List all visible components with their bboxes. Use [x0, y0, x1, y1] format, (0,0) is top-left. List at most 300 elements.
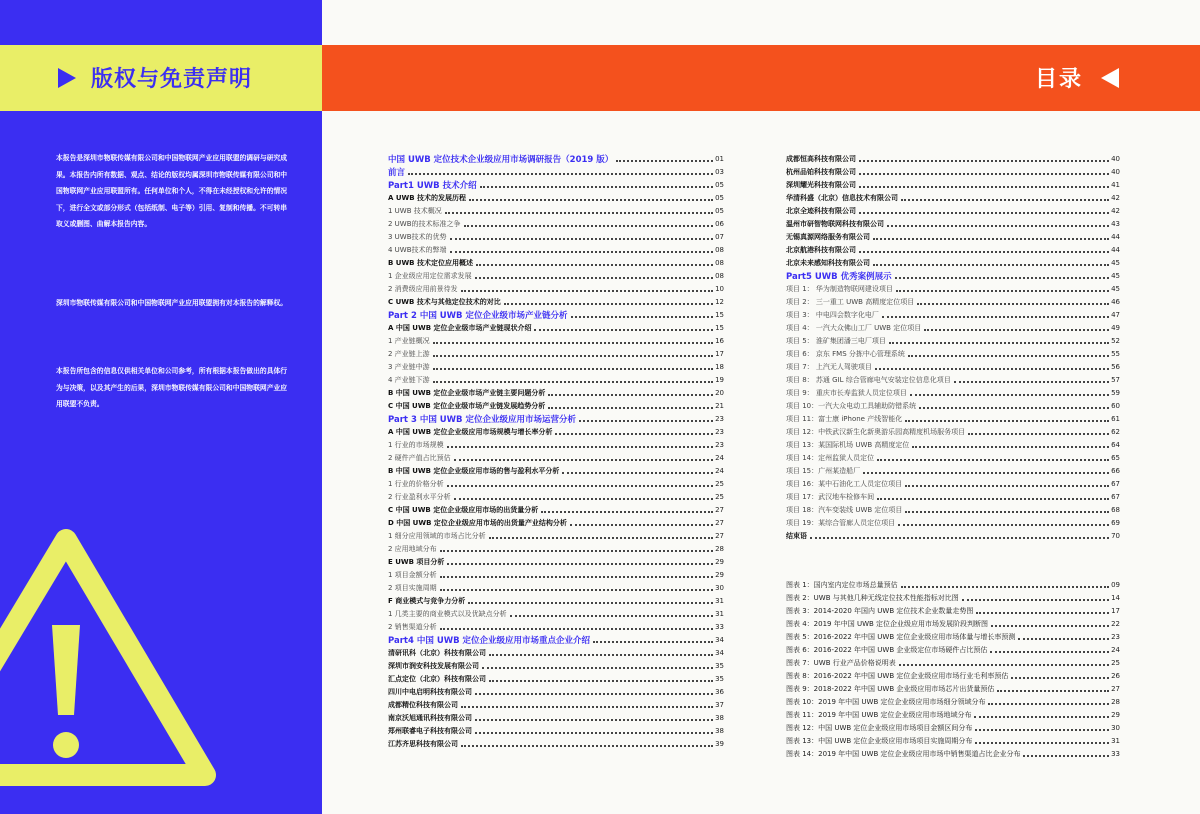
- figure-list-item[interactable]: [786, 695, 1120, 708]
- toc-leader-dots: [440, 576, 713, 578]
- toc-entry-label: 项目 9： 重庆市长寿监狱人员定位项目: [786, 388, 907, 397]
- toc-page-number: 70: [1111, 531, 1120, 540]
- toc-page-number: 67: [1111, 479, 1120, 488]
- toc-entry-label: 图表 3：2014-2020 年国内 UWB 定位技术企业数量走势图: [786, 606, 974, 615]
- toc-entry-label: E UWB 项目分析: [388, 557, 445, 566]
- toc-entry-label: 华清科盛（北京）信息技术有限公司: [786, 193, 898, 202]
- toc-entry[interactable]: [786, 230, 1120, 243]
- toc-entry[interactable]: [786, 295, 1120, 308]
- toc-leader-dots: [954, 381, 1109, 383]
- toc-leader-dots: [810, 537, 1109, 539]
- toc-page-number: 66: [1111, 466, 1120, 475]
- toc-entry[interactable]: [786, 438, 1120, 451]
- toc-entry-label: 项目 15：广州某造船厂: [786, 466, 861, 475]
- toc-page-number: 33: [715, 622, 724, 631]
- toc-page-number: 38: [715, 713, 724, 722]
- toc-page-number: 20: [715, 388, 724, 397]
- toc-page-number: 23: [715, 440, 724, 449]
- toc-entry-label: 图表 2：UWB 与其他几种无线定位技术性能指标对比图: [786, 593, 959, 602]
- toc-entry[interactable]: [388, 698, 724, 711]
- toc-entry-label: 成都恒高科技有限公司: [786, 154, 856, 163]
- toc-entry[interactable]: [388, 217, 724, 230]
- toc-entry-label: 2 UWB的技术标准之争: [388, 219, 461, 228]
- toc-entry[interactable]: [388, 555, 724, 568]
- toc-entry-label: 项目 2： 三一重工 UWB 高精度定位项目: [786, 297, 915, 306]
- toc-entry[interactable]: [388, 347, 724, 360]
- play-triangle-icon: [58, 68, 76, 88]
- toc-entry[interactable]: [388, 451, 724, 464]
- toc-page-number: 27: [715, 518, 724, 527]
- toc-entry[interactable]: [786, 347, 1120, 360]
- toc-leader-dots: [541, 511, 713, 513]
- toc-entry-label: 江苏齐思科技有限公司: [388, 739, 458, 748]
- toc-entry-label: 南京沃旭通讯科技有限公司: [388, 713, 472, 722]
- toc-page-number: 56: [1111, 362, 1120, 371]
- toc-page-number: 41: [1111, 180, 1120, 189]
- toc-page-number: 17: [715, 349, 724, 358]
- toc-entry-label: 图表 10：2019 年中国 UWB 定位企业级应用市场细分领域分布: [786, 697, 986, 706]
- toc-entry[interactable]: [388, 204, 724, 217]
- toc-entry[interactable]: [388, 360, 724, 373]
- figure-list-item[interactable]: [786, 708, 1120, 721]
- toc-entry-label: 图表 14：2019 年中国 UWB 定位企业级应用市场中销售渠道占比企业分布: [786, 749, 1021, 758]
- toc-page-number: 64: [1111, 440, 1120, 449]
- toc-entry-label: 图表 1：国内室内定位市场总量预估: [786, 580, 898, 589]
- toc-page-number: 45: [1111, 284, 1120, 293]
- toc-entry[interactable]: [786, 490, 1120, 503]
- toc-page-number: 31: [715, 609, 724, 618]
- toc-page-number: 57: [1111, 375, 1120, 384]
- toc-page-number: 21: [715, 401, 724, 410]
- toc-leader-dots: [1023, 755, 1109, 757]
- toc-entry[interactable]: [786, 178, 1120, 191]
- toc-leader-dots: [562, 472, 713, 474]
- toc-entry-label: A UWB 技术的发展历程: [388, 193, 467, 202]
- toc-entry[interactable]: [388, 399, 724, 412]
- toc-entry[interactable]: [388, 685, 724, 698]
- toc-entry[interactable]: [786, 308, 1120, 321]
- toc-page-number: 26: [1111, 671, 1120, 680]
- figure-list-item[interactable]: [786, 630, 1120, 643]
- toc-leader-dots: [1018, 638, 1109, 640]
- toc-entry[interactable]: [786, 412, 1120, 425]
- toc-entry-label: 图表 5：2016-2022 年中国 UWB 定位企业级应用市场体量与增长率预测: [786, 632, 1016, 641]
- toc-entry[interactable]: [786, 191, 1120, 204]
- toc-leader-dots: [450, 238, 714, 240]
- toc-entry[interactable]: [786, 165, 1120, 178]
- toc-entry[interactable]: [786, 503, 1120, 516]
- toc-page-number: 05: [715, 180, 724, 189]
- toc-entry-label: 项目 19：某综合管廊人员定位项目: [786, 518, 896, 527]
- toc-entry[interactable]: [388, 620, 724, 633]
- figure-list-item[interactable]: [786, 604, 1120, 617]
- toc-leader-dots: [859, 212, 1109, 214]
- toc-page-number: 09: [1111, 580, 1120, 589]
- toc-page-number: 25: [715, 492, 724, 501]
- toc-page-number: 47: [1111, 310, 1120, 319]
- toc-leader-dots: [924, 329, 1109, 331]
- toc-leader-dots: [997, 690, 1109, 692]
- toc-leader-dots: [905, 511, 1109, 513]
- toc-leader-dots: [1011, 677, 1109, 679]
- figure-list-item[interactable]: [786, 643, 1120, 656]
- toc-entry[interactable]: [786, 256, 1120, 269]
- toc-entry[interactable]: [786, 204, 1120, 217]
- toc-entry[interactable]: [388, 178, 724, 191]
- toc-entry[interactable]: [388, 724, 724, 737]
- toc-page-number: 10: [715, 284, 724, 293]
- figure-list-item[interactable]: [786, 591, 1120, 604]
- toc-leader-dots: [440, 550, 713, 552]
- toc-leader-dots: [475, 732, 713, 734]
- toc-entry-label: B 中国 UWB 定位企业级应用市场的售与盈利水平分析: [388, 466, 560, 475]
- toc-leader-dots: [919, 407, 1109, 409]
- toc-page-number: 07: [715, 232, 724, 241]
- toc-leader-dots: [962, 599, 1109, 601]
- toc-leader-dots: [476, 264, 713, 266]
- toc-entry[interactable]: [388, 230, 724, 243]
- toc-entry-label: A 中国 UWB 定位企业级应用市场规模与增长率分析: [388, 427, 553, 436]
- toc-entry-label: Part 3 中国 UWB 定位企业级应用市场运营分析: [388, 414, 577, 425]
- toc-entry[interactable]: [786, 282, 1120, 295]
- toc-entry[interactable]: [786, 243, 1120, 256]
- toc-entry[interactable]: [388, 321, 724, 334]
- toc-entry-label: 成都精位科技有限公司: [388, 700, 458, 709]
- figure-list-item[interactable]: [786, 734, 1120, 747]
- disclaimer-title: 版权与免责声明: [91, 67, 253, 92]
- toc-leader-dots: [433, 381, 713, 383]
- toc-page-number: 16: [715, 336, 724, 345]
- toc-page-number: 55: [1111, 349, 1120, 358]
- toc-entry[interactable]: [786, 360, 1120, 373]
- toc-entry-label: 深圳耀光科技有限公司: [786, 180, 856, 189]
- figure-list-item[interactable]: [786, 578, 1120, 591]
- toc-page-number: 22: [1111, 619, 1120, 628]
- toc-entry-label: 1 UWB 技术概况: [388, 206, 442, 215]
- toc-entry[interactable]: [388, 438, 724, 451]
- toc-entry[interactable]: [786, 464, 1120, 477]
- toc-page-number: 68: [1111, 505, 1120, 514]
- toc-page-number: 03: [715, 167, 724, 176]
- toc-leader-dots: [447, 446, 713, 448]
- toc-page-number: 69: [1111, 518, 1120, 527]
- toc-entry[interactable]: [786, 334, 1120, 347]
- toc-entry-label: 3 产业链中游: [388, 362, 430, 371]
- toc-entry-label: B UWB 技术定位应用概述: [388, 258, 473, 267]
- toc-entry[interactable]: [388, 633, 724, 646]
- toc-entry[interactable]: [388, 529, 724, 542]
- toc-leader-dots: [461, 745, 713, 747]
- toc-entry-label: 项目 16：某中石油化工人员定位项目: [786, 479, 903, 488]
- toc-entry-label: Part 2 中国 UWB 定位企业级市场产业链分析: [388, 310, 568, 321]
- toc-entry-label: 图表 12：中国 UWB 定位企业级应用市场项目金额区间分布: [786, 723, 973, 732]
- toc-page-number: 24: [715, 466, 724, 475]
- toc-entry-label: B 中国 UWB 定位企业级市场产业链主要问题分析: [388, 388, 546, 397]
- toc-entry-label: C 中国 UWB 定位企业级市场产业链发展趋势分析: [388, 401, 546, 410]
- toc-leader-dots: [450, 251, 714, 253]
- toc-entry[interactable]: [786, 269, 1120, 282]
- toc-page-number: 27: [715, 531, 724, 540]
- toc-leader-dots: [482, 667, 713, 669]
- figure-list-item[interactable]: [786, 682, 1120, 695]
- toc-page-number: 35: [715, 661, 724, 670]
- toc-leader-dots: [873, 238, 1109, 240]
- toc-page-number: 15: [715, 323, 724, 332]
- toc-leader-dots: [489, 537, 713, 539]
- toc-leader-dots: [433, 355, 713, 357]
- toc-page-number: 23: [1111, 632, 1120, 641]
- toc-entry[interactable]: [388, 373, 724, 386]
- toc-page-number: 08: [715, 271, 724, 280]
- toc-page-number: 37: [715, 700, 724, 709]
- toc-leader-dots: [447, 485, 713, 487]
- toc-leader-dots: [899, 664, 1109, 666]
- toc-entry[interactable]: [388, 581, 724, 594]
- toc-leader-dots: [548, 394, 713, 396]
- toc-page-number: 60: [1111, 401, 1120, 410]
- toc-leader-dots: [910, 394, 1109, 396]
- toc-entry-label: 四川中电启明科技有限公司: [388, 687, 472, 696]
- toc-leader-dots: [898, 524, 1109, 526]
- toc-entry[interactable]: [388, 516, 724, 529]
- toc-entry[interactable]: [388, 295, 724, 308]
- toc-page-number: 44: [1111, 245, 1120, 254]
- toc-page-number: 24: [715, 453, 724, 462]
- toc-leader-dots: [616, 160, 713, 162]
- figure-list-item[interactable]: [786, 617, 1120, 630]
- toc-page-number: 35: [715, 674, 724, 683]
- toc-leader-dots: [896, 290, 1109, 292]
- figure-list-item[interactable]: [786, 656, 1120, 669]
- toc-leader-dots: [475, 693, 713, 695]
- toc-entry[interactable]: [388, 152, 724, 165]
- toc-entry[interactable]: [388, 165, 724, 178]
- toc-entry[interactable]: [388, 243, 724, 256]
- toc-entry-label: 4 产业链下游: [388, 375, 430, 384]
- toc-entry-label: Part5 UWB 优秀案例展示: [786, 271, 892, 282]
- toc-entry[interactable]: [786, 386, 1120, 399]
- toc-entry-label: 2 项目实施周期: [388, 583, 437, 592]
- toc-page-number: 39: [715, 739, 724, 748]
- toc-entry[interactable]: [388, 607, 724, 620]
- toc-leader-dots: [570, 524, 713, 526]
- toc-entry-label: 图表 9：2018-2022 年中国 UWB 企业级应用市场芯片出货量预估: [786, 684, 995, 693]
- toc-entry-label: 汇点定位（北京）科技有限公司: [388, 674, 486, 683]
- toc-leader-dots: [975, 742, 1109, 744]
- toc-entry-label: 1 细分应用领域的市场占比分析: [388, 531, 486, 540]
- toc-page-number: 43: [1111, 219, 1120, 228]
- toc-leader-dots: [859, 173, 1109, 175]
- toc-entry[interactable]: [388, 386, 724, 399]
- toc-page-number: 45: [1111, 271, 1120, 280]
- toc-page-number: 08: [715, 245, 724, 254]
- toc-entry[interactable]: [388, 269, 724, 282]
- toc-entry[interactable]: [388, 646, 724, 659]
- toc-page-number: 34: [715, 648, 724, 657]
- toc-leader-dots: [534, 329, 713, 331]
- toc-leader-dots: [873, 264, 1109, 266]
- toc-entry[interactable]: [786, 152, 1120, 165]
- toc-page-number: 65: [1111, 453, 1120, 462]
- toc-leader-dots: [454, 459, 713, 461]
- toc-page-number: 62: [1111, 427, 1120, 436]
- toc-leader-dots: [461, 706, 713, 708]
- toc-entry[interactable]: [388, 425, 724, 438]
- toc-leader-dots: [895, 277, 1109, 279]
- toc-entry[interactable]: [786, 373, 1120, 386]
- toc-entry[interactable]: [786, 477, 1120, 490]
- toc-leader-dots: [433, 368, 713, 370]
- toc-leader-dots: [901, 199, 1109, 201]
- toc-leader-dots: [408, 173, 713, 175]
- toc-page-number: 27: [1111, 684, 1120, 693]
- toc-page-number: 46: [1111, 297, 1120, 306]
- toc-leader-dots: [877, 459, 1109, 461]
- toc-entry[interactable]: [786, 399, 1120, 412]
- toc-page-number: 28: [1111, 697, 1120, 706]
- toc-page-number: 40: [1111, 167, 1120, 176]
- toc-entry-label: 前言: [388, 167, 406, 178]
- toc-entry-label: 深圳市润安科技发展有限公司: [388, 661, 479, 670]
- toc-entry[interactable]: [786, 321, 1120, 334]
- toc-entry[interactable]: [388, 282, 724, 295]
- toc-page-number: 01: [715, 154, 724, 163]
- toc-entry-label: 项目 13：某国际机场 UWB 高精度定位: [786, 440, 910, 449]
- toc-leader-dots: [579, 420, 713, 422]
- toc-leader-dots: [440, 589, 713, 591]
- toc-page-number: 24: [1111, 645, 1120, 654]
- toc-page-number: 52: [1111, 336, 1120, 345]
- toc-entry[interactable]: [388, 711, 724, 724]
- toc-entry-label: 图表 8：2016-2022 年中国 UWB 定位企业级应用市场行业毛利率预估: [786, 671, 1009, 680]
- toc-page-number: 44: [1111, 232, 1120, 241]
- toc-entry-label: 项目 3： 中电四会数字化电厂: [786, 310, 879, 319]
- toc-leader-dots: [593, 641, 713, 643]
- toc-entry[interactable]: [786, 451, 1120, 464]
- toc-entry-label: 3 UWB技术的优势: [388, 232, 447, 241]
- toc-leader-dots: [976, 612, 1109, 614]
- toc-leader-dots: [480, 186, 713, 188]
- toc-entry-label: 清研讯科（北京）科技有限公司: [388, 648, 486, 657]
- toc-page-number: 33: [1111, 749, 1120, 758]
- toc-leader-dots: [440, 628, 713, 630]
- toc-entry-label: 1 产业链概况: [388, 336, 430, 345]
- toc-entry-label: 2 产业链上游: [388, 349, 430, 358]
- toc-page-number: 30: [1111, 723, 1120, 732]
- toc-leader-dots: [571, 316, 714, 318]
- toc-entry-label: 郑州联睿电子科技有限公司: [388, 726, 472, 735]
- toc-page-number: 34: [715, 635, 724, 644]
- toc-entry-label: 北京全迹科技有限公司: [786, 206, 856, 215]
- toc-page-number: 42: [1111, 206, 1120, 215]
- toc-page-number: 05: [715, 206, 724, 215]
- toc-leader-dots: [461, 290, 713, 292]
- toc-entry[interactable]: [388, 659, 724, 672]
- toc-entry-label: 4 UWB技术的弊端: [388, 245, 447, 254]
- toc-leader-dots: [504, 303, 713, 305]
- toc-page-number: 28: [715, 544, 724, 553]
- figure-list-item[interactable]: [786, 669, 1120, 682]
- toc-leader-dots: [859, 160, 1109, 162]
- toc-entry[interactable]: [388, 490, 724, 503]
- toc-leader-dots: [489, 654, 713, 656]
- disclaimer-paragraph-2: 深圳市物联传媒有限公司和中国物联网产业应用联盟拥有对本报告的解释权。: [56, 299, 288, 307]
- toc-entry[interactable]: [388, 568, 724, 581]
- toc-entry-label: 项目 4： 一汽大众佛山工厂 UWB 定位项目: [786, 323, 922, 332]
- toc-entry-label: 图表 11：2019 年中国 UWB 定位企业级应用市场地域分布: [786, 710, 972, 719]
- toc-leader-dots: [908, 355, 1109, 357]
- figure-list-item[interactable]: [786, 721, 1120, 734]
- toc-entry-label: C 中国 UWB 定位企业级应用市场的出货量分析: [388, 505, 539, 514]
- toc-entry[interactable]: [388, 464, 724, 477]
- toc-leader-dots: [859, 186, 1109, 188]
- toc-page-number: 06: [715, 219, 724, 228]
- toc-entry[interactable]: [786, 425, 1120, 438]
- toc-leader-dots: [489, 680, 713, 682]
- toc-leader-dots: [464, 225, 714, 227]
- figure-list-item[interactable]: [786, 747, 1120, 760]
- toc-entry-label: 1 企业级应用定位需求发展: [388, 271, 472, 280]
- toc-entry-label: 项目 8： 苏通 GIL 综合管廊电气安装定位信息化项目: [786, 375, 951, 384]
- toc-entry[interactable]: [388, 542, 724, 555]
- toc-entry-label: 1 项目金额分析: [388, 570, 437, 579]
- toc-leader-dots: [968, 433, 1109, 435]
- toc-entry[interactable]: [388, 503, 724, 516]
- toc-entry-label: 1 几类主要的商业模式以及优缺点分析: [388, 609, 507, 618]
- toc-page-number: 29: [1111, 710, 1120, 719]
- toc-entry[interactable]: [388, 308, 724, 321]
- toc-leader-dots: [877, 498, 1109, 500]
- toc-leader-dots: [445, 212, 713, 214]
- toc-entry-label: 项目 1： 华为制造物联网建设项目: [786, 284, 893, 293]
- toc-entry-label: 杭州品铂科技有限公司: [786, 167, 856, 176]
- disclaimer-paragraph-3: 本报告所包含的信息仅供相关单位和公司参考，所有根据本报告做出的具体行为与决策，以及其产生的后果，深圳市物联传媒有限公司和中国物联网产业应用联盟不负责。: [56, 367, 288, 408]
- toc-leader-dots: [990, 651, 1109, 653]
- toc-entry-label: 图表 13：中国 UWB 定位企业级应用市场项目实施周期分布: [786, 736, 973, 745]
- toc-entry[interactable]: [786, 529, 1120, 542]
- toc-page-number: 49: [1111, 323, 1120, 332]
- toc-page-number: 27: [715, 505, 724, 514]
- toc-entry[interactable]: [388, 256, 724, 269]
- toc-title: 目录: [1035, 67, 1084, 92]
- toc-entry[interactable]: [388, 191, 724, 204]
- toc-entry-label: 项目 17：武汉地车检修车间: [786, 492, 875, 501]
- toc-page-number: 30: [715, 583, 724, 592]
- toc-page-number: 31: [715, 596, 724, 605]
- toc-entry[interactable]: [388, 672, 724, 685]
- toc-entry[interactable]: [388, 412, 724, 425]
- toc-entry-label: 中国 UWB 定位技术企业级应用市场调研报告（2019 版）: [388, 154, 614, 165]
- toc-entry[interactable]: [388, 594, 724, 607]
- toc-leader-dots: [889, 342, 1109, 344]
- toc-entry[interactable]: [786, 217, 1120, 230]
- toc-entry[interactable]: [388, 737, 724, 750]
- toc-leader-dots: [433, 342, 713, 344]
- toc-leader-dots: [917, 303, 1109, 305]
- toc-page-number: 25: [715, 479, 724, 488]
- toc-entry-label: 1 行业的价格分析: [388, 479, 444, 488]
- warning-triangle-icon: [0, 525, 322, 814]
- toc-entry-label: 2 销售渠道分析: [388, 622, 437, 631]
- toc-entry-label: 2 硬件产值占比预估: [388, 453, 451, 462]
- toc-entry-label: C UWB 技术与其他定位技术的对比: [388, 297, 501, 306]
- toc-entry[interactable]: [388, 477, 724, 490]
- toc-entry-label: 2 消费级应用前景待发: [388, 284, 458, 293]
- toc-entry[interactable]: [786, 516, 1120, 529]
- toc-entry[interactable]: [388, 334, 724, 347]
- toc-entry-label: 图表 6：2016-2022 年中国 UWB 企业级定位市场硬件占比预估: [786, 645, 988, 654]
- toc-page-number: 67: [1111, 492, 1120, 501]
